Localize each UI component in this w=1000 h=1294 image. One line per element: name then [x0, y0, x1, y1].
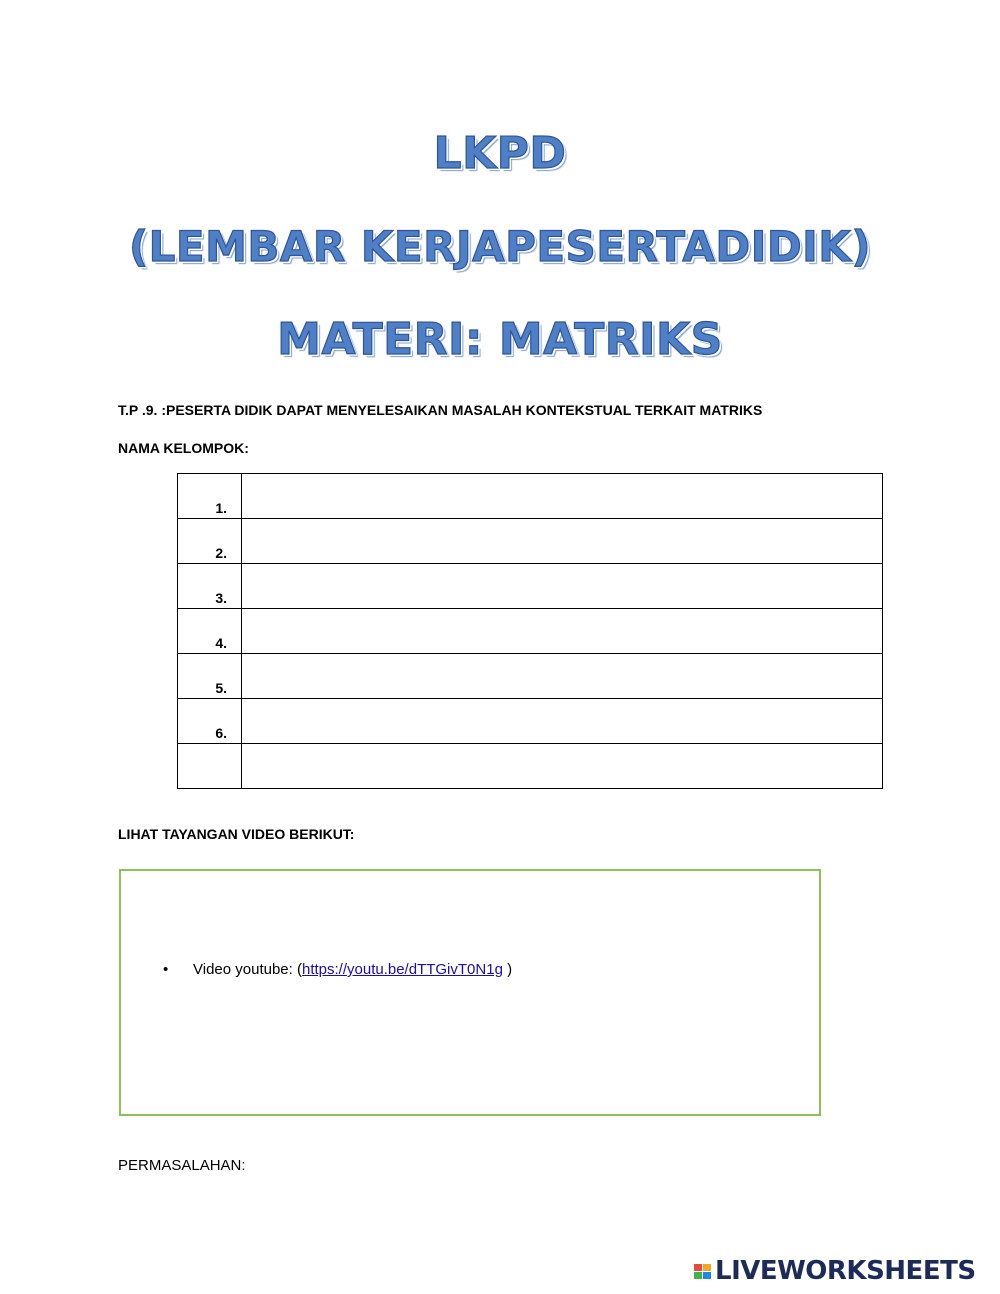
learning-objective: T.P .9. :PESERTA DIDIK DAPAT MENYELESAIKAN MASALAH KONTEKSTUAL TERKAIT MATRIKS: [118, 402, 763, 418]
youtube-link[interactable]: https://youtu.be/dTTGivT0N1g: [301, 961, 503, 978]
table-row: [178, 564, 883, 609]
member-name-cell[interactable]: [242, 609, 883, 654]
table-row: [178, 699, 883, 744]
problem-label: PERMASALAHAN:: [118, 1157, 246, 1174]
member-number: 1.: [178, 474, 242, 519]
member-name-cell[interactable]: [242, 564, 883, 609]
title-lembar-kerja: (LEMBAR KERJAPESERTADIDIK): [128, 222, 872, 271]
member-name-cell[interactable]: [242, 744, 883, 789]
table-row: [178, 474, 883, 519]
title-materi: MATERI: MATRIKS: [277, 314, 723, 365]
video-section-label: LIHAT TAYANGAN VIDEO BERIKUT:: [118, 826, 355, 842]
member-number: 4.: [178, 609, 242, 654]
table-row: [178, 744, 883, 789]
video-suffix: ): [502, 961, 513, 978]
member-name-cell[interactable]: [242, 699, 883, 744]
member-name-cell[interactable]: [242, 474, 883, 519]
video-list-item: [163, 961, 512, 978]
title-lkpd: LKPD: [433, 128, 567, 179]
video-box: [119, 869, 821, 1116]
bullet-icon: •: [163, 961, 169, 978]
table-row: [178, 519, 883, 564]
group-name-label: NAMA KELOMPOK:: [118, 440, 249, 456]
video-prefix: Video youtube: (: [193, 961, 302, 978]
group-members-table: [177, 473, 883, 789]
member-number: 2.: [178, 519, 242, 564]
member-name-cell[interactable]: [242, 654, 883, 699]
table-row: [178, 654, 883, 699]
logo-icon: [694, 1264, 711, 1279]
liveworksheets-logo: [694, 1256, 976, 1286]
logo-text: LIVEWORKSHEETS: [715, 1256, 976, 1286]
table-row: [178, 609, 883, 654]
member-number: 5.: [178, 654, 242, 699]
member-number: [178, 744, 242, 789]
member-number: 3.: [178, 564, 242, 609]
member-name-cell[interactable]: [242, 519, 883, 564]
member-number: 6.: [178, 699, 242, 744]
